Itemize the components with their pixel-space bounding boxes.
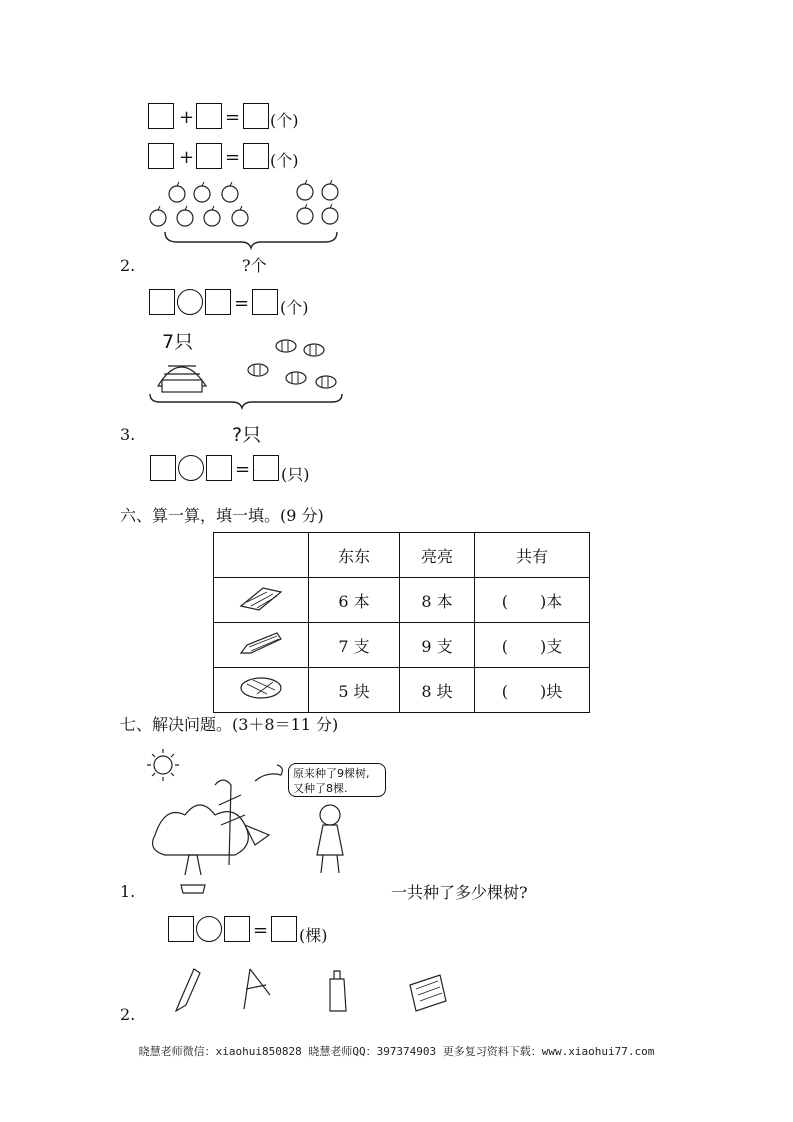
apples-illustration — [145, 180, 345, 260]
speech-line: 原来种了9棵树, — [293, 767, 370, 780]
compass-icon — [244, 969, 270, 1009]
operator-circle[interactable] — [177, 289, 203, 315]
pencil-case-icon — [330, 971, 346, 1011]
answer-box[interactable] — [271, 916, 297, 942]
answer-box[interactable] — [253, 455, 279, 481]
header-cell: 亮亮 — [400, 533, 475, 578]
question-number: 2. — [120, 1005, 136, 1024]
top-label: 7只 — [162, 331, 194, 353]
beehive-and-bees-illustration — [146, 336, 346, 416]
answer-box[interactable] — [149, 289, 175, 315]
bracket-brace — [150, 394, 342, 408]
table-cell: 5 块 — [309, 668, 400, 713]
table-row — [214, 668, 590, 713]
answer-box[interactable] — [224, 916, 250, 942]
plus-sign: + — [179, 147, 195, 168]
answer-box[interactable] — [150, 455, 176, 481]
question-number: 3. — [120, 425, 136, 444]
notebook-icon — [237, 584, 285, 612]
equals-sign: = — [225, 107, 241, 128]
equals-sign: = — [225, 147, 241, 168]
row-icon-cell — [214, 668, 309, 713]
answer-cell[interactable]: ( )块 — [475, 668, 590, 713]
brace-label: ?只 — [232, 424, 262, 446]
answer-box[interactable] — [148, 103, 174, 129]
speech-line: 又种了8棵. — [293, 782, 348, 795]
operator-circle[interactable] — [178, 455, 204, 481]
speech-bubble — [288, 763, 386, 797]
question-number: 2. — [120, 256, 136, 275]
answer-cell[interactable]: ( )本 — [475, 578, 590, 623]
page-footer: 晓慧老师微信：xiaohui850828 晓慧老师QQ：397374903 更多复习资料下载：www.xiaohui77.com — [138, 1045, 655, 1058]
answer-box[interactable] — [206, 455, 232, 481]
answer-box[interactable] — [196, 143, 222, 169]
row-icon-cell — [214, 578, 309, 623]
answer-box[interactable] — [168, 916, 194, 942]
header-cell: 东东 — [309, 533, 400, 578]
brace-label: ?个 — [242, 256, 267, 275]
table-header-row — [214, 533, 590, 578]
table-cell: 9 支 — [400, 623, 475, 668]
row-icon-cell — [214, 623, 309, 668]
table-cell: 8 本 — [400, 578, 475, 623]
equals-sign: = — [253, 920, 269, 941]
question-number: 1. — [120, 882, 136, 901]
answer-box[interactable] — [243, 143, 269, 169]
table-row — [214, 623, 590, 668]
answer-cell[interactable]: ( )支 — [475, 623, 590, 668]
table-cell: 7 支 — [309, 623, 400, 668]
plus-sign: + — [179, 107, 195, 128]
table-row — [214, 578, 590, 623]
unit-label: (个) — [270, 151, 299, 170]
score-table — [213, 532, 590, 713]
unit-label: (棵) — [299, 926, 328, 945]
bracket-brace — [165, 232, 337, 248]
section-heading: 七、解决问题。(3＋8＝11 分) — [120, 715, 339, 734]
answer-box[interactable] — [148, 143, 174, 169]
answer-box[interactable] — [205, 289, 231, 315]
unit-label: (只) — [281, 465, 310, 484]
header-cell — [214, 533, 309, 578]
section-heading: 六、算一算，填一填。(9 分) — [120, 506, 324, 525]
equals-sign: = — [234, 293, 250, 314]
unit-label: (个) — [280, 298, 309, 317]
answer-box[interactable] — [243, 103, 269, 129]
question-text: 一共种了多少棵树? — [391, 883, 528, 902]
book-icon — [410, 975, 446, 1011]
equals-sign: = — [235, 459, 251, 480]
pen-icon — [176, 969, 200, 1011]
eraser-icon — [237, 674, 285, 702]
stationery-illustration — [170, 965, 470, 1015]
table-cell: 8 块 — [400, 668, 475, 713]
unit-label: (个) — [270, 111, 299, 130]
answer-box[interactable] — [252, 289, 278, 315]
table-cell: 6 本 — [309, 578, 400, 623]
pencil-icon — [237, 629, 285, 657]
header-cell: 共有 — [475, 533, 590, 578]
operator-circle[interactable] — [196, 916, 222, 942]
answer-box[interactable] — [196, 103, 222, 129]
